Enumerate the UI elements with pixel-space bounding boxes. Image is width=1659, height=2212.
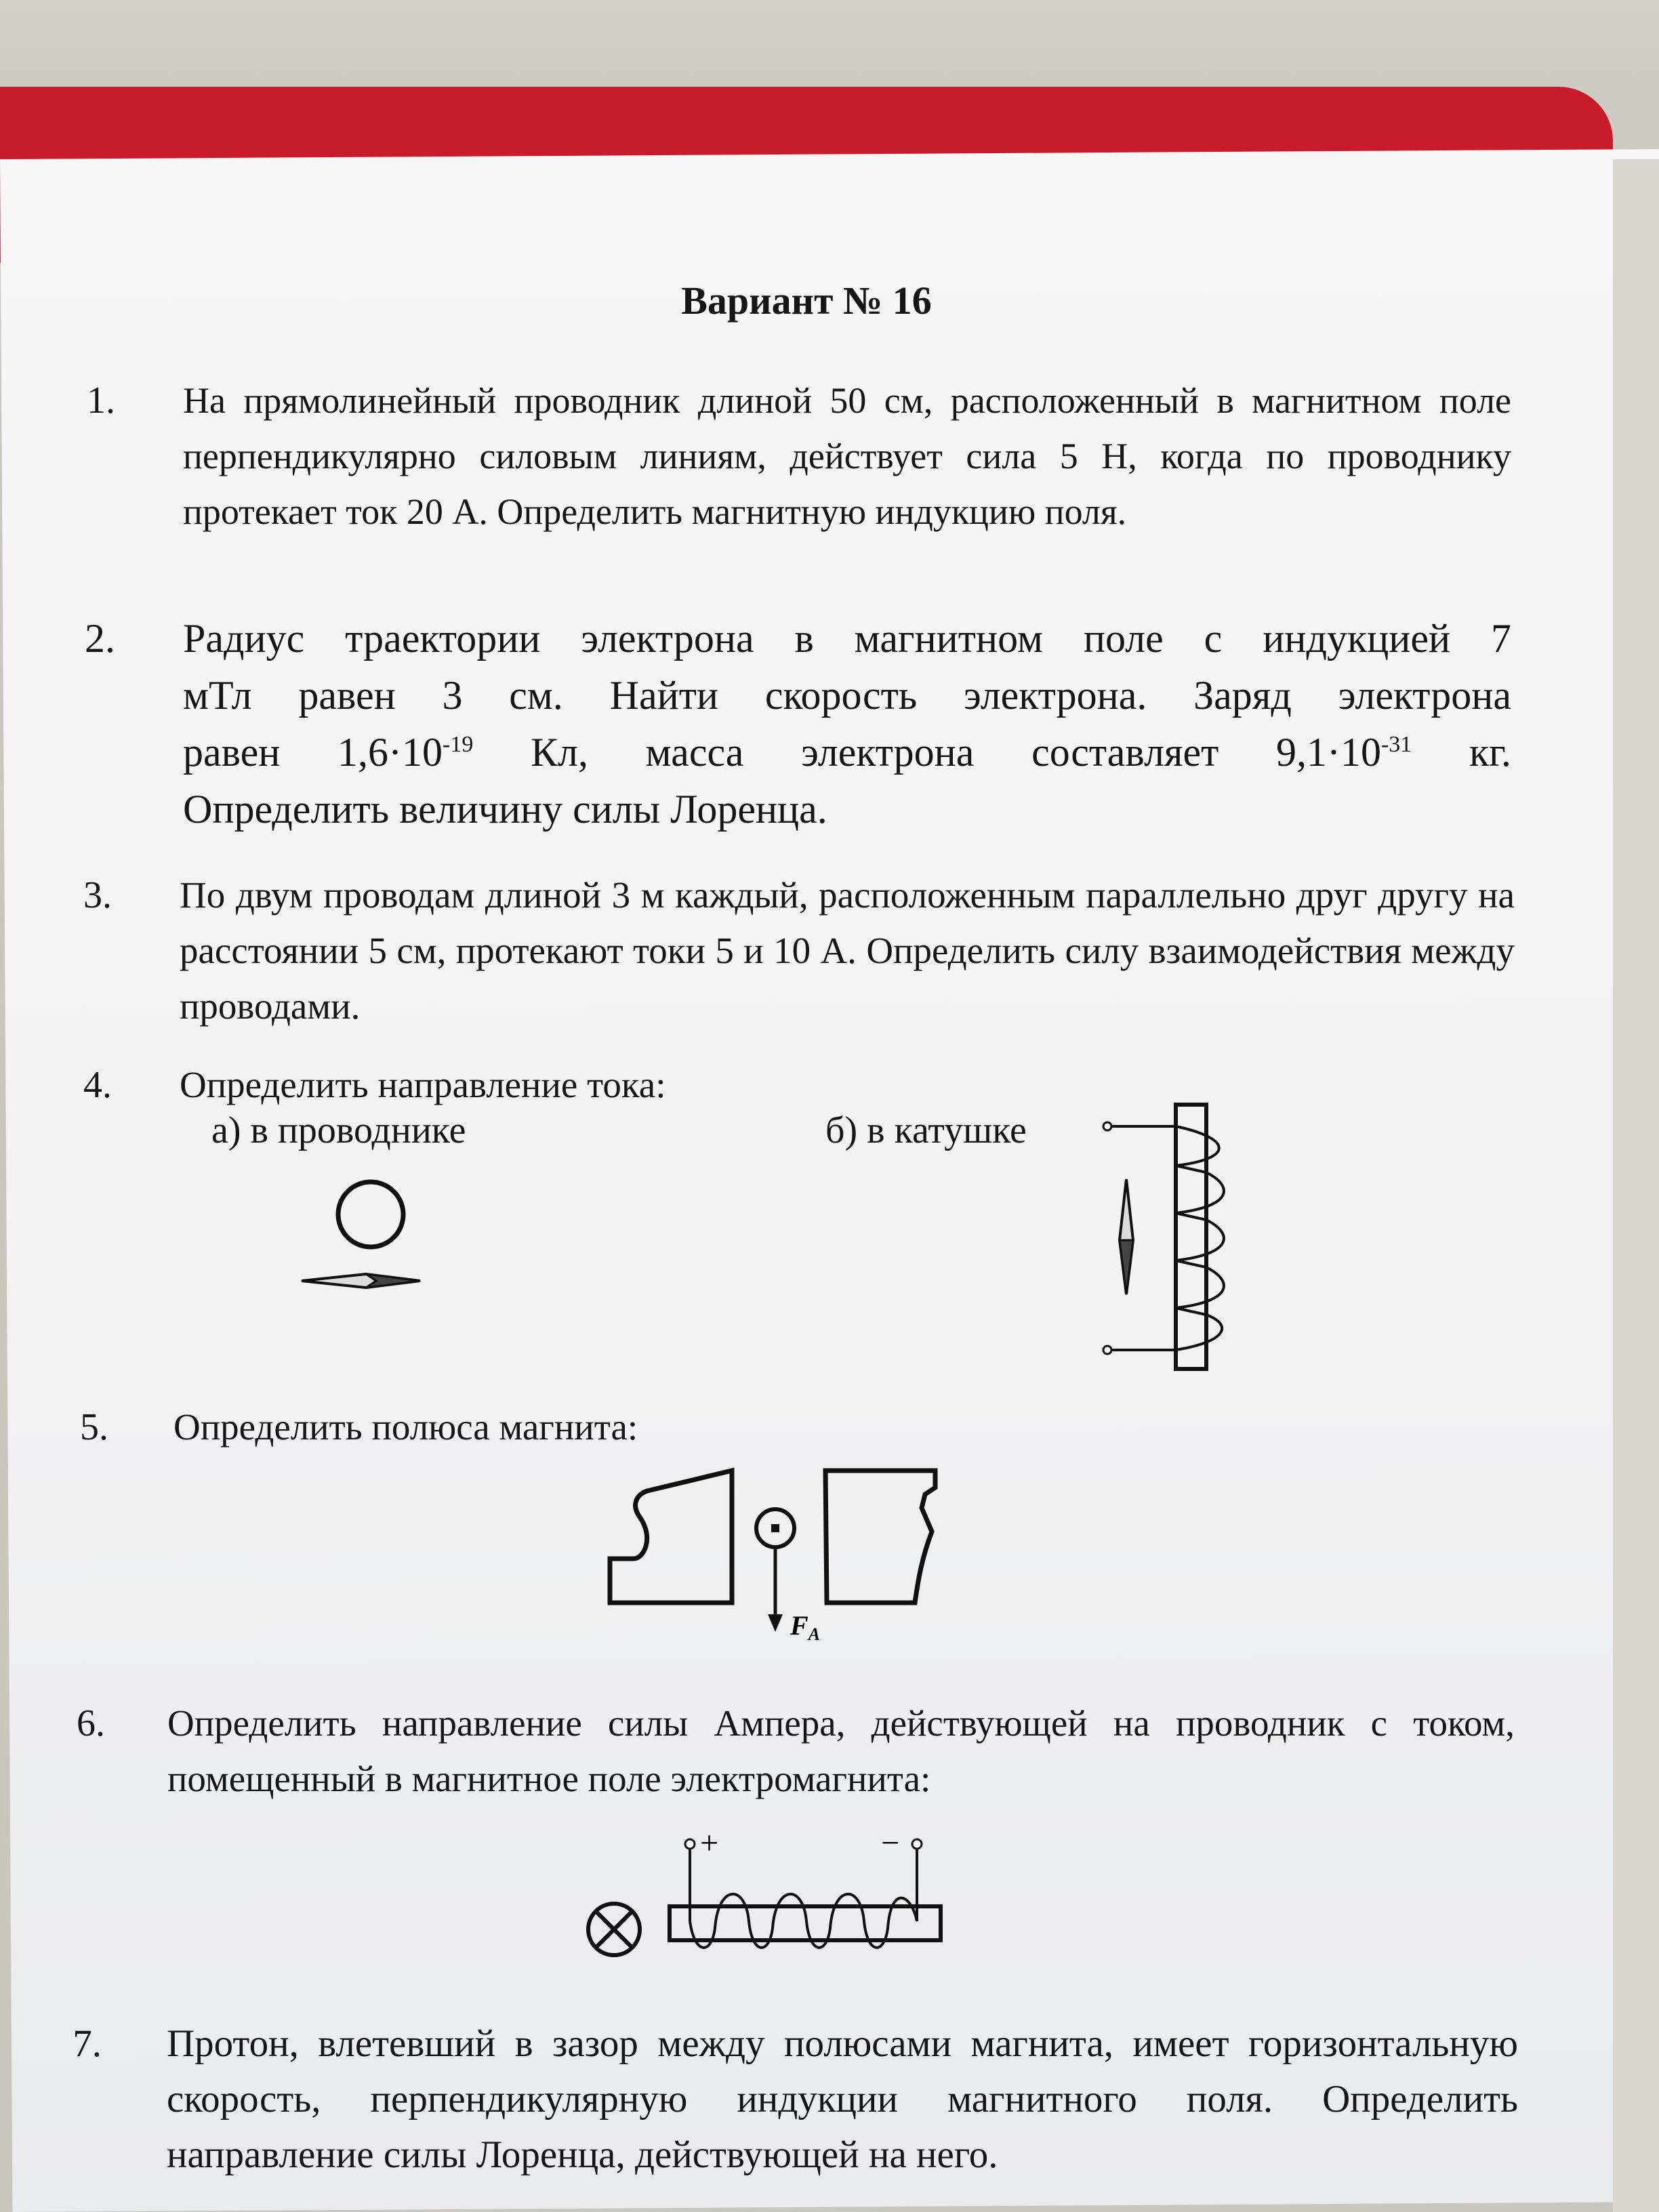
problem-number: 7. <box>73 2022 102 2065</box>
problem-number: 3. <box>83 874 112 916</box>
coil-core <box>1176 1105 1206 1369</box>
conductor-figure <box>291 1172 441 1308</box>
terminal-icon <box>1103 1346 1111 1354</box>
problem-text: На прямолинейный проводник длиной 50 см, расположенный в магнитном поле перпендикулярно силовым линиям, действует сила 5 Н, когда по проводнику протекает ток 20 А. Определить магнитную индукцию поля. <box>183 380 1511 532</box>
terminal-icon <box>912 1839 922 1849</box>
terminal-icon <box>685 1839 695 1849</box>
magnet-pole-left <box>610 1471 732 1603</box>
exponent: -31 <box>1380 732 1412 757</box>
problem-text: Определить направление силы Ампера, действующей на проводник с током, помещенный в магнитное поле электромагнита: <box>167 1702 1515 1799</box>
arrow-head-icon <box>768 1614 783 1632</box>
problem-number: 4. <box>83 1064 112 1106</box>
magnet-figure <box>603 1464 983 1647</box>
paper-edge <box>1613 159 1659 2212</box>
coil-figure <box>1098 1098 1254 1382</box>
problem-line-part: равен 1,6·10 <box>183 730 443 775</box>
problem-line: мТл равен 3 см. Найти скорость электрона. Заряд электрона <box>183 673 1511 718</box>
problem-line: Определить величину силы Лоренца. <box>183 787 827 832</box>
electromagnet-figure <box>576 1820 956 1969</box>
subtask-a-label: а) в проводнике <box>211 1109 466 1151</box>
problem-line-part: кг. <box>1412 730 1511 775</box>
problem-text <box>183 610 1511 838</box>
subtask-b-label: б) в катушке <box>825 1109 1027 1151</box>
conductor-circle <box>338 1182 403 1247</box>
problem-line-part: Кл, масса электрона составляет 9,1·10 <box>473 730 1381 775</box>
problem-text: Определить направление тока: <box>180 1064 666 1105</box>
problem-line <box>183 724 1511 781</box>
problem-text: По двум проводам длиной 3 м каждый, расположенным параллельно друг другу на расстоянии 5 см, протекают токи 5 и 10 А. Определить силу взаимодействия между проводами. <box>180 874 1515 1027</box>
minus-sign: − <box>881 1825 900 1861</box>
problem-text: Определить полюса магнита: <box>173 1406 638 1448</box>
page-title: Вариант № 16 <box>681 279 932 323</box>
current-dot-icon <box>771 1524 779 1532</box>
problem-text: Протон, влетевший в зазор между полюсами магнита, имеет горизонтальную скорость, перпендикулярную индукции магнитного поля. Определить направление силы Лоренца, действующей на него. <box>167 2022 1518 2176</box>
terminal-icon <box>1103 1122 1111 1130</box>
problem-number: 6. <box>77 1702 105 1744</box>
coil-winding <box>1176 1126 1224 1350</box>
problem-number: 1. <box>87 380 115 422</box>
problem-line: Радиус траектории электрона в магнитном поле с индукцией 7 <box>183 616 1511 661</box>
problem-number: 5. <box>80 1406 108 1448</box>
plus-sign: + <box>700 1825 719 1861</box>
problem-number: 2. <box>85 616 115 661</box>
force-label: $F_A$ <box>790 1610 821 1644</box>
magnet-pole-right <box>825 1471 935 1603</box>
exponent: -19 <box>443 732 474 757</box>
